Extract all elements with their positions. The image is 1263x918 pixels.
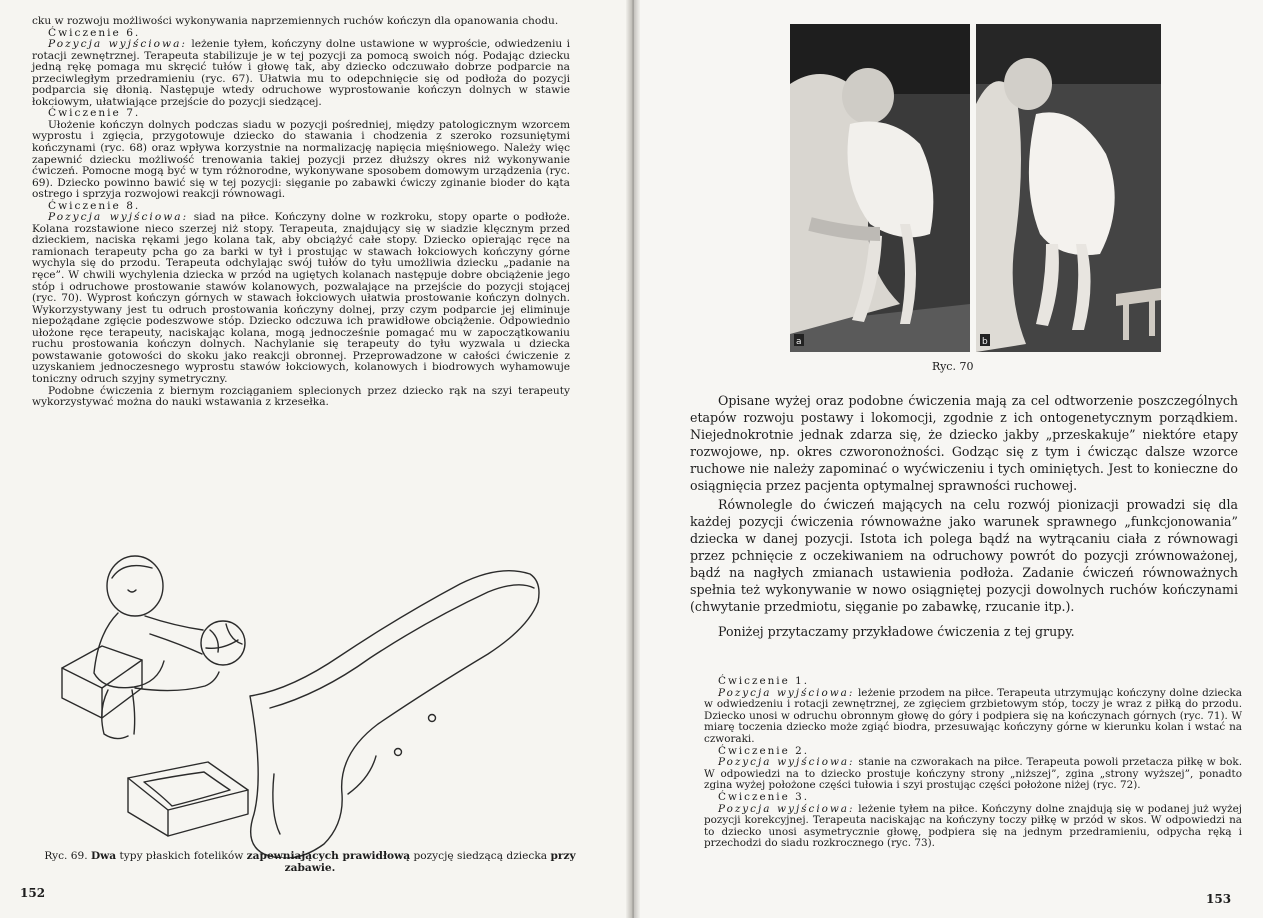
paragraph-body: leżenie przodem na piłce. Terapeuta utrzymując kończyny dolne dziecka w odwiedzeniu i rotacji zewnętrznej, ze zgięciem grzbietowym stóp, toczy je wraz z piłką do przodu. Dziecko unosi w odruchu obronnym głowę do góry i podpiera się na kończynach górnych (ryc. 71). W miarę toczenia dziecko może zgiąć biodra, przesuwając kończyny górne w kierunku kolan i wstać na czworaki. xyxy=(704,686,1242,745)
caption-text: typy płaskich fotelików xyxy=(116,850,247,862)
paragraph: Poniżej przytaczamy przykładowe ćwiczenia z tej grupy. xyxy=(718,624,1075,639)
exercise-heading: Ćwiczenie 7. xyxy=(48,107,141,120)
page-number-right: 153 xyxy=(1206,892,1232,906)
paragraph-body: stanie na czworakach na piłce. Terapeuta powoli przetacza piłkę w bok. W odpowiedzi na to dziecko prostuje kończyny strony „niższej”, zgina „strony wyższej”, ponadto zgina wyżej położone części tułowia i szyi prostując części położone niżej (ryc. 72). xyxy=(704,756,1242,792)
photo-letter-b: b xyxy=(982,337,988,347)
lead-label: Pozycja wyjściowa: xyxy=(718,756,855,769)
figure-69-illustration xyxy=(40,538,600,858)
exercise-list xyxy=(704,676,1242,850)
caption-text: pozycję siedzącą dziecka xyxy=(410,850,551,862)
paragraph xyxy=(32,212,570,385)
lead-label: Pozycja wyjściowa: xyxy=(48,38,188,51)
figure-70a-photo xyxy=(790,24,970,352)
paragraph: Równolegle do ćwiczeń mających na celu rozwój pionizacji prowadzi się dla każdej pozycji ćwiczenia równoważne jako warunek sprawnego „funkcjonowania” dziecka w danej pozycji. Istota ich polega bądź na wytrącaniu ciała z równowagi przez pchnięcie z oczekiwaniem na odruchowy powrót do pozycji zrównoważonej, bądź na nagłych zmianach ustawienia podłoża. Zadanie ćwiczeń równoważnych spełnia też wykonywanie w nowo osiągniętej pozycji dowolnych ruchów kończynami (chwytanie przedmiotu, sięganie po zabawkę, rzucanie itp.). xyxy=(690,497,1238,614)
paragraph xyxy=(704,688,1242,746)
paragraph-body: leżenie tyłem na piłce. Kończyny dolne znajdują się w podanej już wyżej pozycji korekcyjnej. Terapeuta naciskając na kończyny toczy piłkę w przód w skos. W odpowiedzi na to dziecko unosi asymetrycznie głowę, podpiera się na jednym przedramieniu, odpycha ręką i przechodzi do siadu rozkrocznego (ryc. 73). xyxy=(704,802,1242,850)
caption-bold: przy zabawie. xyxy=(284,850,576,874)
lead-label: Pozycja wyjściowa: xyxy=(718,686,855,699)
paragraph: Opisane wyżej oraz podobne ćwiczenia mają za cel odtworzenie poszczególnych etapów rozwoju postawy i lokomocji, zgodnie z ich ontogenetycznym porządkiem. Niejednokrotnie jednak zdarza się, że dziecko jakby „przeskakuje” niektóre etapy rozwojowe, np. okres czworonożności. Godząc się z tym i ćwicząc dalsze wzorce ruchowe nie należy zapominać o wyćwiczeniu i tych ominiętych. Jest to konieczne do osiągnięcia przez pacjenta optymalnej sprawności ruchowej. xyxy=(690,393,1238,493)
exercise-heading: Ćwiczenie 1. xyxy=(718,675,809,687)
figure-70-caption: Ryc. 70 xyxy=(932,360,974,373)
paragraph xyxy=(704,804,1242,850)
paragraph xyxy=(704,757,1242,792)
paragraph-body: siad na piłce. Kończyny dolne w rozkroku, stopy oparte o podłoże. Kolana rozstawione nieco szerzej niż stopy. Terapeuta, znajdujący się w siadzie klęcznym przed dzieckiem, naciska rękami jego kolana tak, aby obciążyć całe stopy. Dziecko opierając ręce na ramionach terapeuty pcha go za barki w tył i prostując w stawach łokciowych kończyny górne wychyla się do przodu. Terapeuta odchylając swój tułów do tyłu umożliwia dziecku „padanie na ręce”. W chwili wychylenia dziecka w przód na ugiętych kolanach następuje dobre obciążenie jego stóp i odruchowe prostowanie stawów kolanowych, pozwalające na przejście do pozycji stojącej (ryc. 70). Wyprost kończyn górnych w stawach łokciowych ułatwia prostowanie kończyn dolnych. Wykorzystywany jest tu odruch prostowania kończyny dolnej, przy czym podparcie jej eliminuje niepożądane zgięcie podeszwowe stóp. Dziecko odczuwa ich prawidłowe obciążenie. Odpowiednio ułożone ręce terapeuty, naciskając kolana, mogą jednocześnie pomagać mu w zapoczątkowaniu ruchu prostowania kończyn dolnych. Nachylanie się terapeuty do tyłu wyzwala u dziecka powstawanie gotowości do skoku jako reakcji obronnej. Przeprowadzone w całości ćwiczenie z uzyskaniem jednoczesnego wyprostu stawów łokciowych, kolanowych i biodrowych wyhamowuje toniczny odruch szyjny symetryczny. xyxy=(32,211,570,385)
caption-bold: Dwa xyxy=(91,850,117,862)
figure-70b-photo xyxy=(976,24,1161,352)
caption-label: Ryc. 69. xyxy=(44,850,88,862)
paragraph: Podobne ćwiczenia z biernym rozciąganiem splecionych przez dziecko rąk na szyi terapeuty wykorzystywać można do nauki wstawania z krzesełka. xyxy=(32,384,570,409)
lead-label: Pozycja wyjściowa: xyxy=(718,802,855,815)
photo-letter-a: a xyxy=(796,337,802,347)
lead-label: Pozycja wyjściowa: xyxy=(48,211,189,224)
caption-bold: zapewniających prawidłową xyxy=(246,850,411,862)
paragraph xyxy=(32,39,570,108)
figure-69-caption xyxy=(30,850,590,874)
exercise-heading: Ćwiczenie 3. xyxy=(718,790,809,803)
book-gutter xyxy=(626,0,640,918)
paragraph: cku w rozwoju możliwości wykonywania naprzemiennych ruchów kończyn dla opanowania chodu. xyxy=(32,15,559,27)
right-page-text xyxy=(690,392,1238,642)
exercise-heading: Ćwiczenie 8. xyxy=(48,199,141,212)
paragraph-body: leżenie tyłem, kończyny dolne ustawione w wyproście, odwiedzeniu i rotacji zewnętrznej. Terapeuta stabilizuje je w tej pozycji za pomocą swoich nóg. Podając dziecku jedną rękę pomaga mu skręcić tułów i głowę tak, aby dziecko odczuwało dobrze podparcie na przeciwległym przedramieniu (ryc. 67). Ułatwia mu to odepchnięcie się od podłoża do pozycji podparcia się dłonią. Następuje wtedy odruchowe wyprostowanie kończyn dolnych w stawie łokciowym, ułatwiające przejście do pozycji siedzącej. xyxy=(32,38,570,108)
page-number-left: 152 xyxy=(20,886,46,900)
left-page-text xyxy=(32,16,570,409)
right-page xyxy=(632,0,1263,918)
exercise-heading: Ćwiczenie 6. xyxy=(48,26,141,39)
paragraph: Ułożenie kończyn dolnych podczas siadu w pozycji pośredniej, między patologicznym wzorcem wyprostu i zgięcia, przygotowuje dziecko do stawania i chodzenia z szeroko rozsuniętymi kończynami (ryc. 68) oraz wpływa korzystnie na normalizację napięcia mięśniowego. Należy więc zapewnić dziecku możliwość trenowania takiej pozycji przez dłuższy okres niż wykonywanie ćwiczeń. Pomocne mogą być w tym różnorodne, wykonywane sposobem domowym urządzenia (ryc. 69). Dziecko powinno bawić się w tej pozycji: sięganie po zabawki ćwiczy zginanie bioder do kąta ostrego i sprzyja rozwojowi reakcji równowagi. xyxy=(32,118,570,201)
exercise-heading: Ćwiczenie 2. xyxy=(718,744,809,757)
